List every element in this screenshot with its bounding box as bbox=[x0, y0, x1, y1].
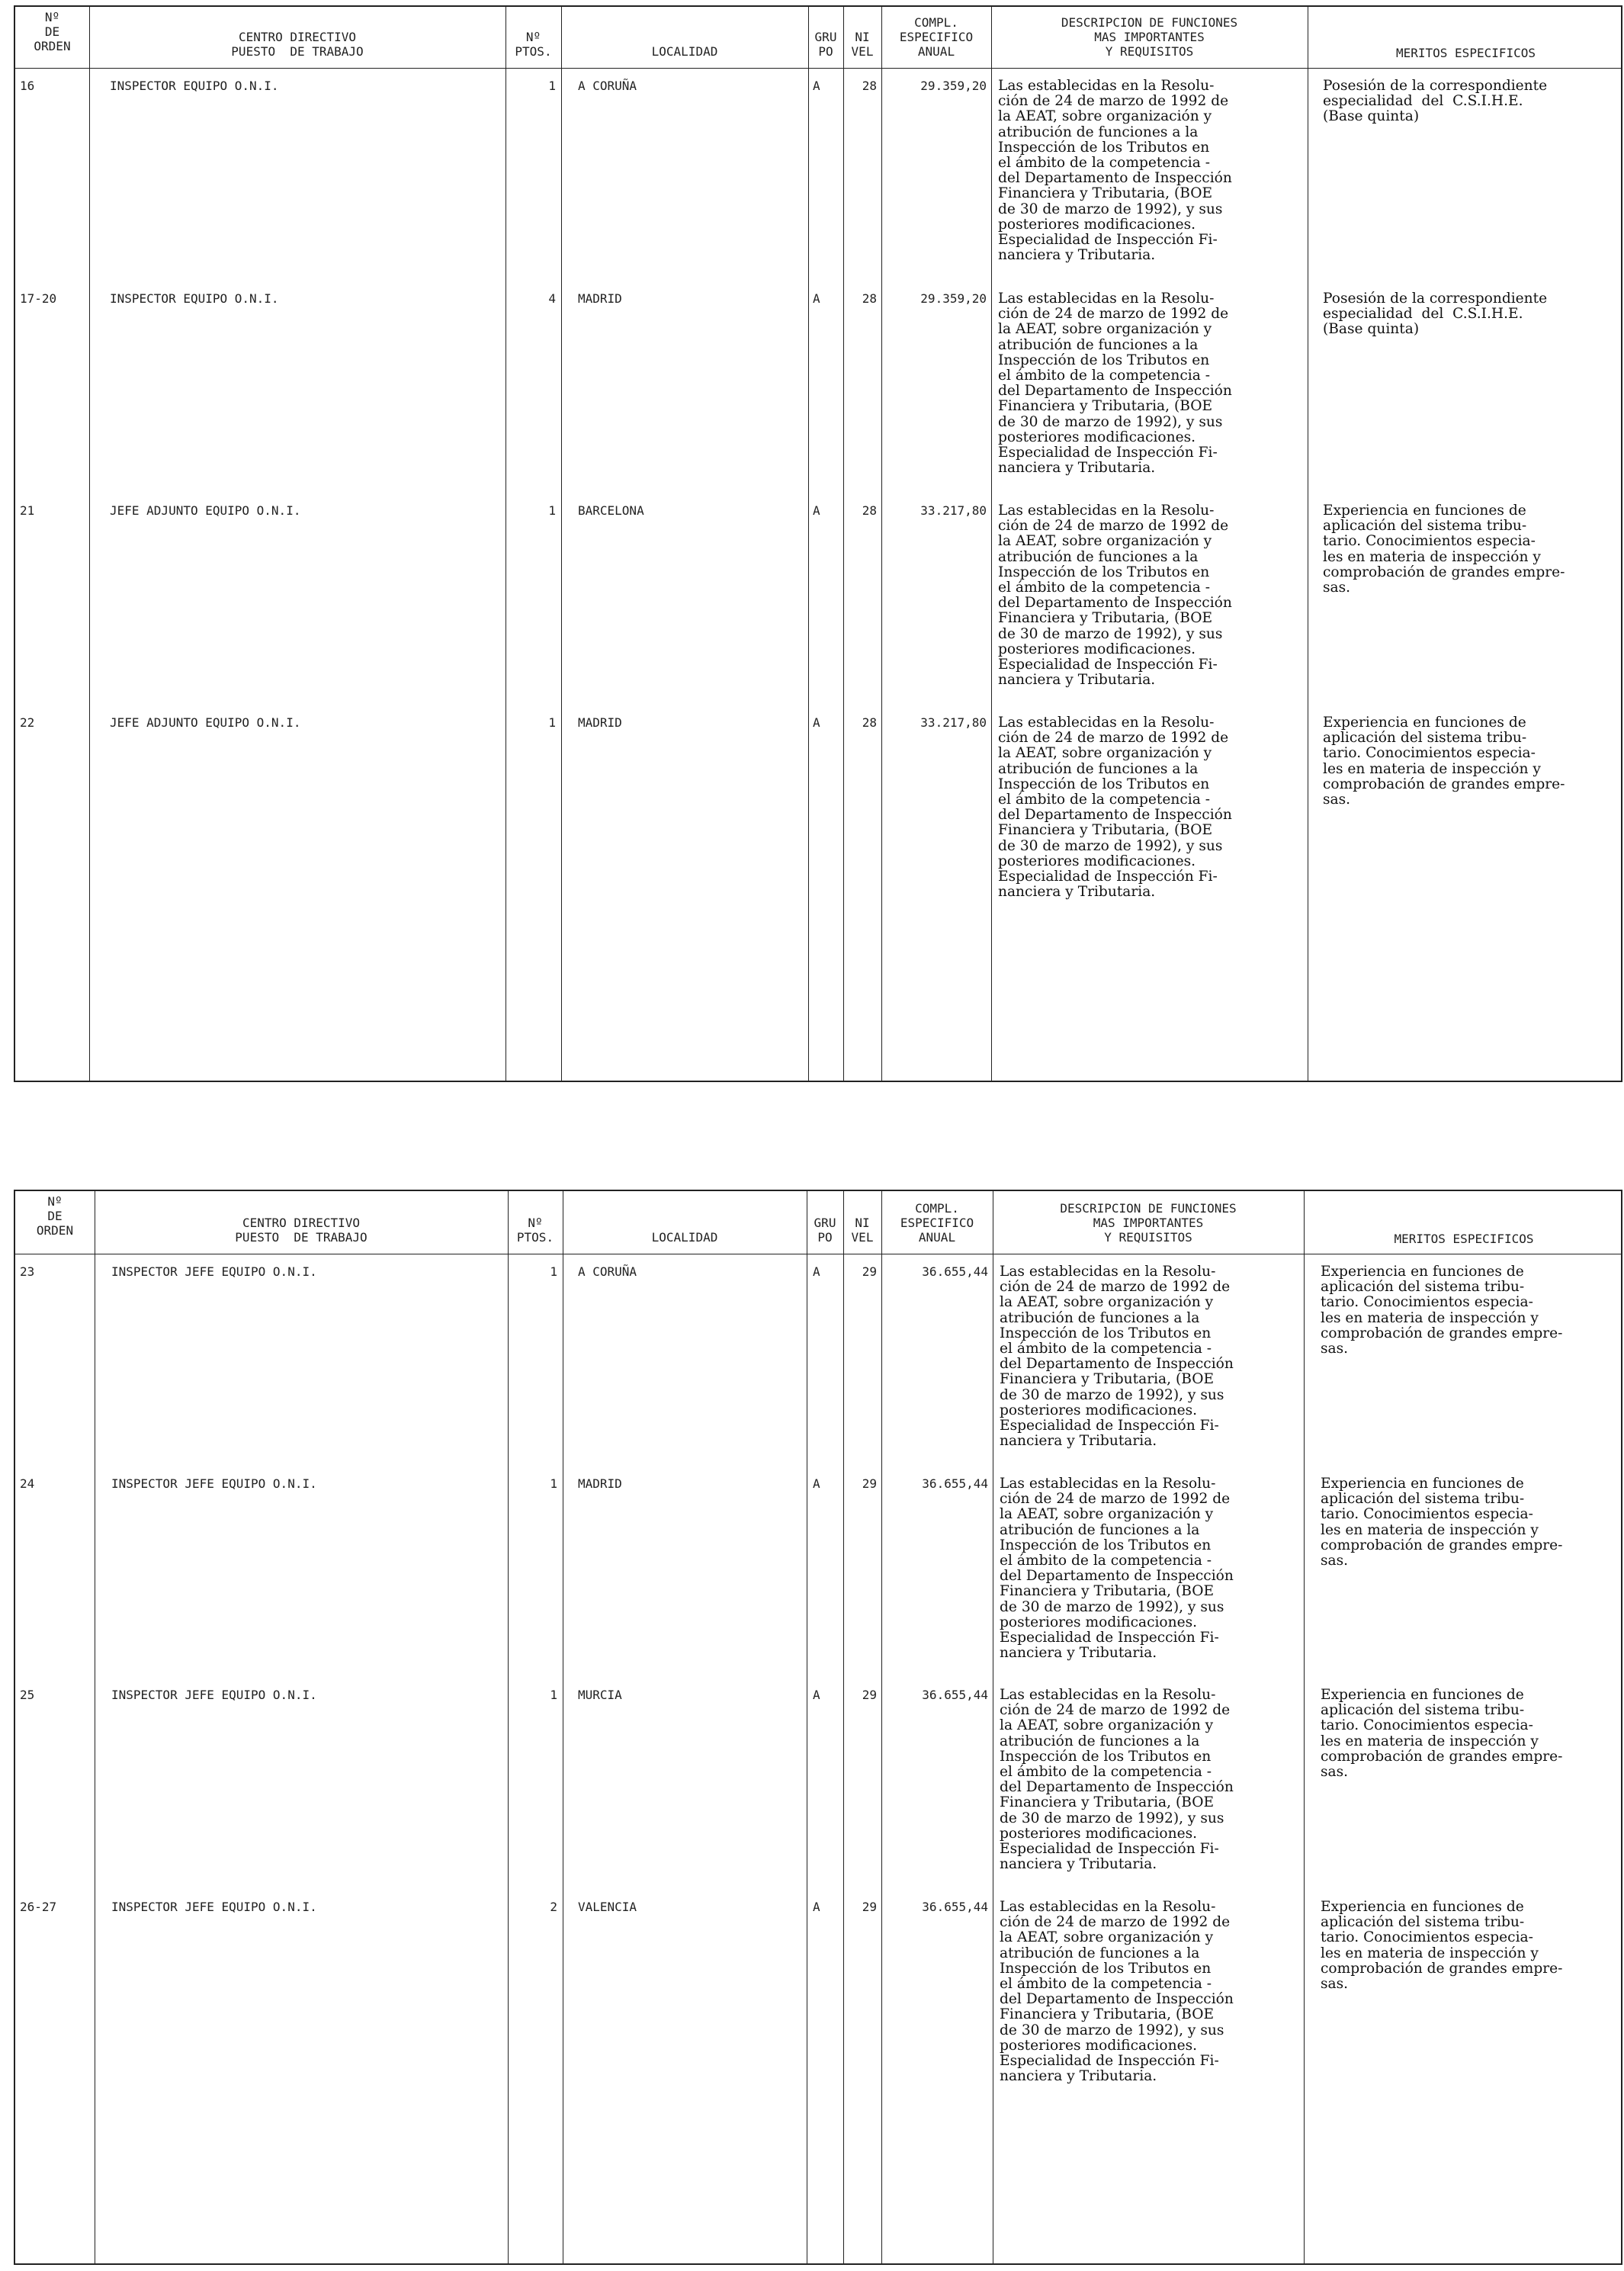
cell-compl: 36.655,44 bbox=[922, 1476, 988, 1491]
cell-localidad: MURCIA bbox=[578, 1688, 622, 1702]
cell-meritos: Experiencia en funciones de aplicación del sistema tribu- tario. Conocimientos especia- les en materia de inspección y comprobación de grandes empre- sas. bbox=[1321, 1899, 1563, 1993]
cell-descripcion: Las establecidas en la Resolu- ción de 24 de marzo de 1992 de la AEAT, sobre organización y atribución de funciones a la Inspección de los Tributos en el ámbito de la competencia - del Departamento de Inspección Financiera y Tributaria, (BOE de 30 de marzo de 1992), y sus posteriores modificaciones. Especialidad de Inspección Fi- nanciera y Tributaria. bbox=[998, 78, 1232, 264]
cell-meritos: Experiencia en funciones de aplicación del sistema tribu- tario. Conocimientos especia- les en materia de inspección y comprobación de grandes empre- sas. bbox=[1323, 715, 1565, 808]
cell-orden: 24 bbox=[20, 1476, 35, 1491]
cell-puesto: JEFE ADJUNTO EQUIPO O.N.I. bbox=[110, 715, 301, 730]
header-meritos: MERITOS ESPECIFICOS bbox=[1395, 46, 1536, 60]
cell-meritos: Experiencia en funciones de aplicación del sistema tribu- tario. Conocimientos especia- les en materia de inspección y comprobación de grandes empre- sas. bbox=[1321, 1264, 1563, 1357]
cell-compl: 29.359,20 bbox=[920, 79, 987, 93]
cell-puesto: INSPECTOR JEFE EQUIPO O.N.I. bbox=[111, 1476, 317, 1491]
cell-meritos: Experiencia en funciones de aplicación del sistema tribu- tario. Conocimientos especia- les en materia de inspección y comprobación de grandes empre- sas. bbox=[1321, 1476, 1563, 1569]
cell-ptos: 4 bbox=[548, 291, 556, 306]
positions-table-1 bbox=[14, 5, 1622, 1082]
cell-grupo: A bbox=[813, 1688, 820, 1702]
cell-compl: 29.359,20 bbox=[920, 291, 987, 306]
header-localidad: LOCALIDAD bbox=[651, 1230, 718, 1245]
cell-nivel: 29 bbox=[862, 1264, 877, 1279]
cell-grupo: A bbox=[813, 1900, 820, 1914]
cell-descripcion: Las establecidas en la Resolu- ción de 24 de marzo de 1992 de la AEAT, sobre organización y atribución de funciones a la Inspección de los Tributos en el ámbito de la competencia - del Departamento de Inspección Financiera y Tributaria, (BOE de 30 de marzo de 1992), y sus posteriores modificaciones. Especialidad de Inspección Fi- nanciera y Tributaria. bbox=[1000, 1476, 1234, 1662]
cell-orden: 16 bbox=[20, 79, 35, 93]
cell-ptos: 1 bbox=[550, 1688, 557, 1702]
cell-nivel: 29 bbox=[862, 1476, 877, 1491]
cell-grupo: A bbox=[813, 1264, 820, 1279]
cell-puesto: INSPECTOR EQUIPO O.N.I. bbox=[110, 291, 279, 306]
cell-meritos: Posesión de la correspondiente especialidad del C.S.I.H.E. (Base quinta) bbox=[1323, 291, 1548, 338]
cell-localidad: A CORUÑA bbox=[578, 1264, 637, 1279]
header-compl-especifico: COMPL. ESPECIFICO ANUAL bbox=[899, 15, 974, 59]
cell-compl: 36.655,44 bbox=[922, 1688, 988, 1702]
cell-puesto: INSPECTOR JEFE EQUIPO O.N.I. bbox=[111, 1900, 317, 1914]
cell-compl: 33.217,80 bbox=[920, 715, 987, 730]
cell-grupo: A bbox=[813, 1476, 820, 1491]
cell-orden: 23 bbox=[20, 1264, 35, 1279]
cell-meritos: Experiencia en funciones de aplicación del sistema tribu- tario. Conocimientos especia- les en materia de inspección y comprobación de grandes empre- sas. bbox=[1321, 1687, 1563, 1781]
cell-puesto: JEFE ADJUNTO EQUIPO O.N.I. bbox=[110, 503, 301, 518]
header-meritos: MERITOS ESPECIFICOS bbox=[1394, 1232, 1534, 1246]
header-ptos: Nº PTOS. bbox=[516, 1216, 554, 1245]
header-centro-puesto: CENTRO DIRECTIVO PUESTO DE TRABAJO bbox=[231, 30, 364, 59]
cell-orden: 26-27 bbox=[20, 1900, 57, 1914]
cell-meritos: Posesión de la correspondiente especialidad del C.S.I.H.E. (Base quinta) bbox=[1323, 78, 1548, 125]
cell-ptos: 1 bbox=[548, 715, 556, 730]
cell-descripcion: Las establecidas en la Resolu- ción de 24 de marzo de 1992 de la AEAT, sobre organización y atribución de funciones a la Inspección de los Tributos en el ámbito de la competencia - del Departamento de Inspección Financiera y Tributaria, (BOE de 30 de marzo de 1992), y sus posteriores modificaciones. Especialidad de Inspección Fi- nanciera y Tributaria. bbox=[1000, 1687, 1234, 1873]
cell-localidad: MADRID bbox=[578, 715, 622, 730]
cell-ptos: 1 bbox=[548, 79, 556, 93]
cell-localidad: A CORUÑA bbox=[578, 79, 637, 93]
cell-ptos: 2 bbox=[550, 1900, 557, 1914]
cell-puesto: INSPECTOR EQUIPO O.N.I. bbox=[110, 79, 279, 93]
cell-compl: 33.217,80 bbox=[920, 503, 987, 518]
cell-descripcion: Las establecidas en la Resolu- ción de 24 de marzo de 1992 de la AEAT, sobre organización y atribución de funciones a la Inspección de los Tributos en el ámbito de la competencia - del Departamento de Inspección Financiera y Tributaria, (BOE de 30 de marzo de 1992), y sus posteriores modificaciones. Especialidad de Inspección Fi- nanciera y Tributaria. bbox=[998, 291, 1232, 477]
header-localidad: LOCALIDAD bbox=[651, 44, 718, 59]
cell-nivel: 28 bbox=[862, 291, 877, 306]
cell-orden: 17-20 bbox=[20, 291, 57, 306]
positions-table-2 bbox=[14, 1190, 1622, 2265]
cell-nivel: 29 bbox=[862, 1688, 877, 1702]
cell-localidad: BARCELONA bbox=[578, 503, 644, 518]
cell-localidad: MADRID bbox=[578, 291, 622, 306]
cell-localidad: MADRID bbox=[578, 1476, 622, 1491]
cell-grupo: A bbox=[813, 503, 820, 518]
cell-orden: 25 bbox=[20, 1688, 35, 1702]
cell-nivel: 28 bbox=[862, 79, 877, 93]
header-nivel: NI VEL bbox=[851, 30, 874, 59]
cell-ptos: 1 bbox=[548, 503, 556, 518]
cell-nivel: 28 bbox=[862, 715, 877, 730]
cell-meritos: Experiencia en funciones de aplicación del sistema tribu- tario. Conocimientos especia- les en materia de inspección y comprobación de grandes empre- sas. bbox=[1323, 503, 1565, 596]
cell-puesto: INSPECTOR JEFE EQUIPO O.N.I. bbox=[111, 1688, 317, 1702]
header-orden: Nº DE ORDEN bbox=[36, 1194, 74, 1238]
cell-compl: 36.655,44 bbox=[922, 1900, 988, 1914]
cell-localidad: VALENCIA bbox=[578, 1900, 637, 1914]
cell-nivel: 28 bbox=[862, 503, 877, 518]
header-ptos: Nº PTOS. bbox=[515, 30, 552, 59]
header-orden: Nº DE ORDEN bbox=[34, 10, 71, 53]
cell-descripcion: Las establecidas en la Resolu- ción de 24 de marzo de 1992 de la AEAT, sobre organización y atribución de funciones a la Inspección de los Tributos en el ámbito de la competencia - del Departamento de Inspección Financiera y Tributaria, (BOE de 30 de marzo de 1992), y sus posteriores modificaciones. Especialidad de Inspección Fi- nanciera y Tributaria. bbox=[998, 503, 1232, 689]
header-grupo: GRU PO bbox=[814, 1216, 836, 1245]
cell-grupo: A bbox=[813, 715, 820, 730]
cell-orden: 22 bbox=[20, 715, 35, 730]
header-centro-puesto: CENTRO DIRECTIVO PUESTO DE TRABAJO bbox=[235, 1216, 367, 1245]
cell-puesto: INSPECTOR JEFE EQUIPO O.N.I. bbox=[111, 1264, 317, 1279]
cell-grupo: A bbox=[813, 79, 820, 93]
cell-ptos: 1 bbox=[550, 1476, 557, 1491]
cell-orden: 21 bbox=[20, 503, 35, 518]
cell-ptos: 1 bbox=[550, 1264, 557, 1279]
header-descripcion: DESCRIPCION DE FUNCIONES MAS IMPORTANTES Y REQUISITOS bbox=[1060, 1201, 1237, 1245]
cell-descripcion: Las establecidas en la Resolu- ción de 24 de marzo de 1992 de la AEAT, sobre organización y atribución de funciones a la Inspección de los Tributos en el ámbito de la competencia - del Departamento de Inspección Financiera y Tributaria, (BOE de 30 de marzo de 1992), y sus posteriores modificaciones. Especialidad de Inspección Fi- nanciera y Tributaria. bbox=[1000, 1264, 1234, 1450]
cell-descripcion: Las establecidas en la Resolu- ción de 24 de marzo de 1992 de la AEAT, sobre organización y atribución de funciones a la Inspección de los Tributos en el ámbito de la competencia - del Departamento de Inspección Financiera y Tributaria, (BOE de 30 de marzo de 1992), y sus posteriores modificaciones. Especialidad de Inspección Fi- nanciera y Tributaria. bbox=[998, 715, 1232, 901]
cell-nivel: 29 bbox=[862, 1900, 877, 1914]
cell-descripcion: Las establecidas en la Resolu- ción de 24 de marzo de 1992 de la AEAT, sobre organización y atribución de funciones a la Inspección de los Tributos en el ámbito de la competencia - del Departamento de Inspección Financiera y Tributaria, (BOE de 30 de marzo de 1992), y sus posteriores modificaciones. Especialidad de Inspección Fi- nanciera y Tributaria. bbox=[1000, 1899, 1234, 2085]
cell-compl: 36.655,44 bbox=[922, 1264, 988, 1279]
header-descripcion: DESCRIPCION DE FUNCIONES MAS IMPORTANTES Y REQUISITOS bbox=[1061, 15, 1238, 59]
header-compl-especifico: COMPL. ESPECIFICO ANUAL bbox=[900, 1201, 974, 1245]
header-grupo: GRU PO bbox=[814, 30, 837, 59]
cell-grupo: A bbox=[813, 291, 820, 306]
header-nivel: NI VEL bbox=[851, 1216, 874, 1245]
